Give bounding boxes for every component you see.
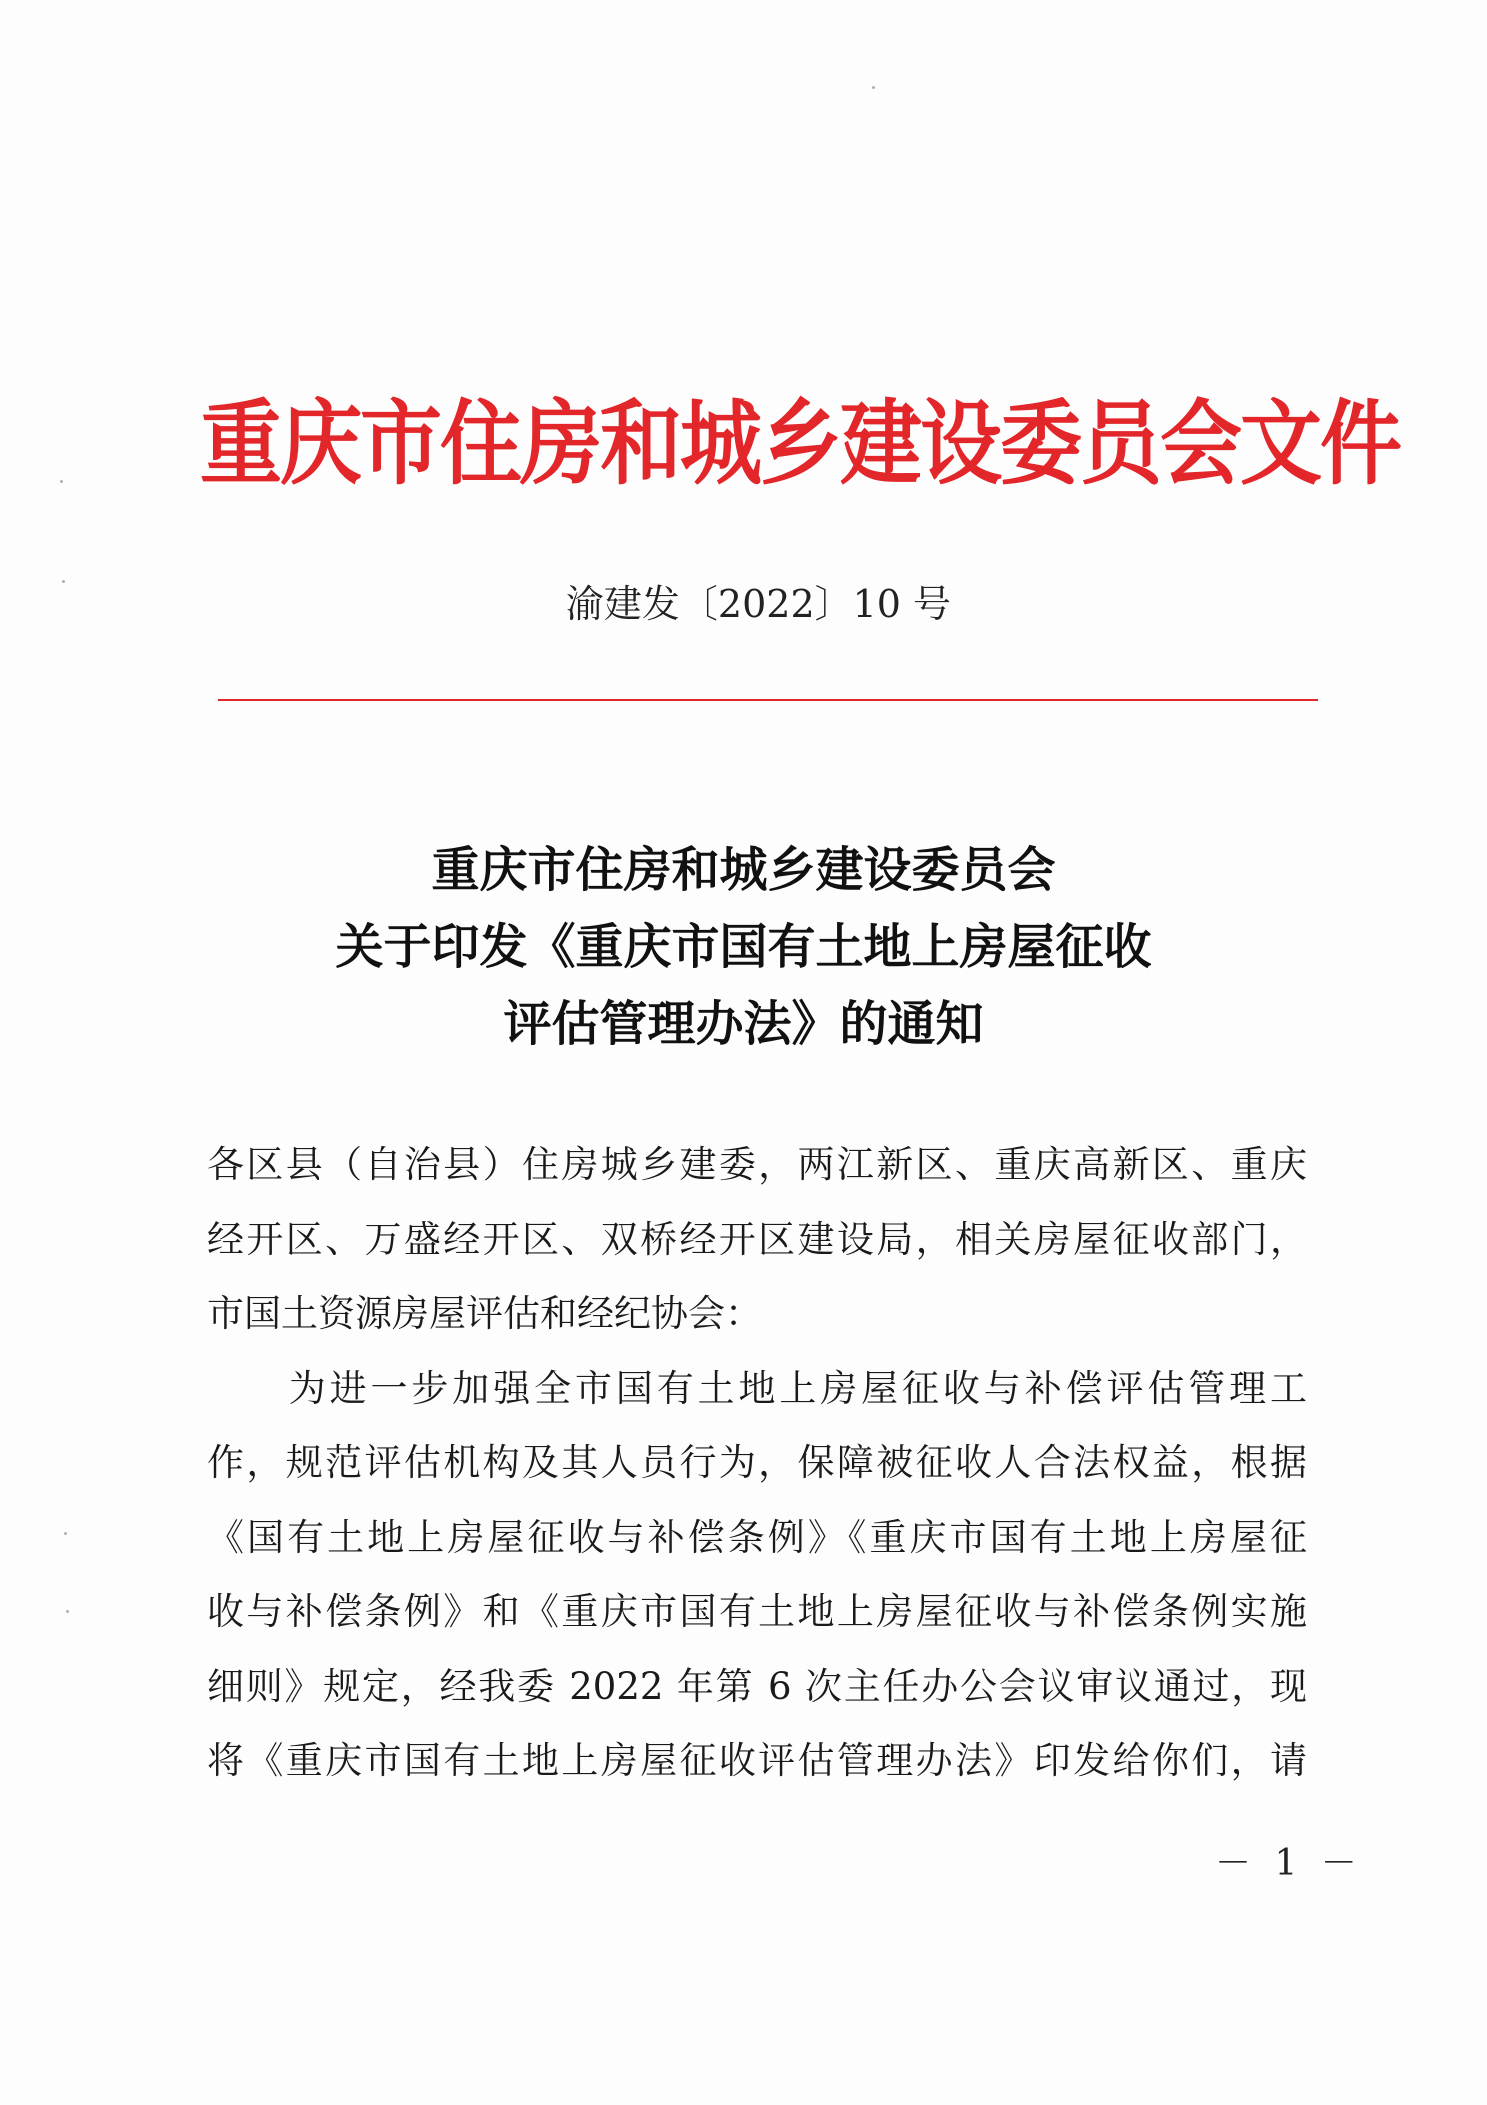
title-line-2: 关于印发《重庆市国有土地上房屋征收 [335,919,1152,975]
scan-speck [64,1532,67,1535]
body-line-9: 将《重庆市国有土地上房屋征收评估管理办法》印发给你们，请 [207,1739,1307,1782]
body-line-5: 作，规范评估机构及其人员行为，保障被征收人合法权益，根据 [207,1441,1307,1484]
body-line-2: 经开区、万盛经开区、双桥经开区建设局，相关房屋征收部门， [207,1217,1307,1261]
scan-speck [66,1610,69,1613]
title-line-1: 重庆市住房和城乡建设委员会 [431,842,1056,898]
body-line-7: 收与补偿条例》和《重庆市国有土地上房屋征收与补偿条例实施 [207,1590,1307,1633]
scan-speck [60,480,63,483]
body-line-4: 为进一步加强全市国有土地上房屋征收与补偿评估管理工 [207,1366,1307,1410]
title-line-3: 评估管理办法》的通知 [503,996,984,1052]
body-line-6: 《国有土地上房屋征收与补偿条例》《重庆市国有土地上房屋征 [207,1515,1307,1559]
red-separator-line [218,699,1318,701]
document-masthead: 重庆市住房和城乡建设委员会文件 [200,390,1401,498]
body-line-3: 市国土资源房屋评估和经纪协会： [207,1292,762,1335]
scan-speck [62,580,65,583]
body-line-1: 各区县（自治县）住房城乡建委，两江新区、重庆高新区、重庆 [207,1143,1307,1186]
page-number: － 1 － [1215,1843,1363,1884]
body-line-8: 细则》规定，经我委 2022 年第 6 次主任办公会议审议通过，现 [207,1664,1307,1708]
scan-speck [872,86,875,89]
notice-title [0,832,1487,1063]
document-number: 渝建发〔2022〕10 号 [565,582,952,626]
notice-body [207,1128,1307,1799]
